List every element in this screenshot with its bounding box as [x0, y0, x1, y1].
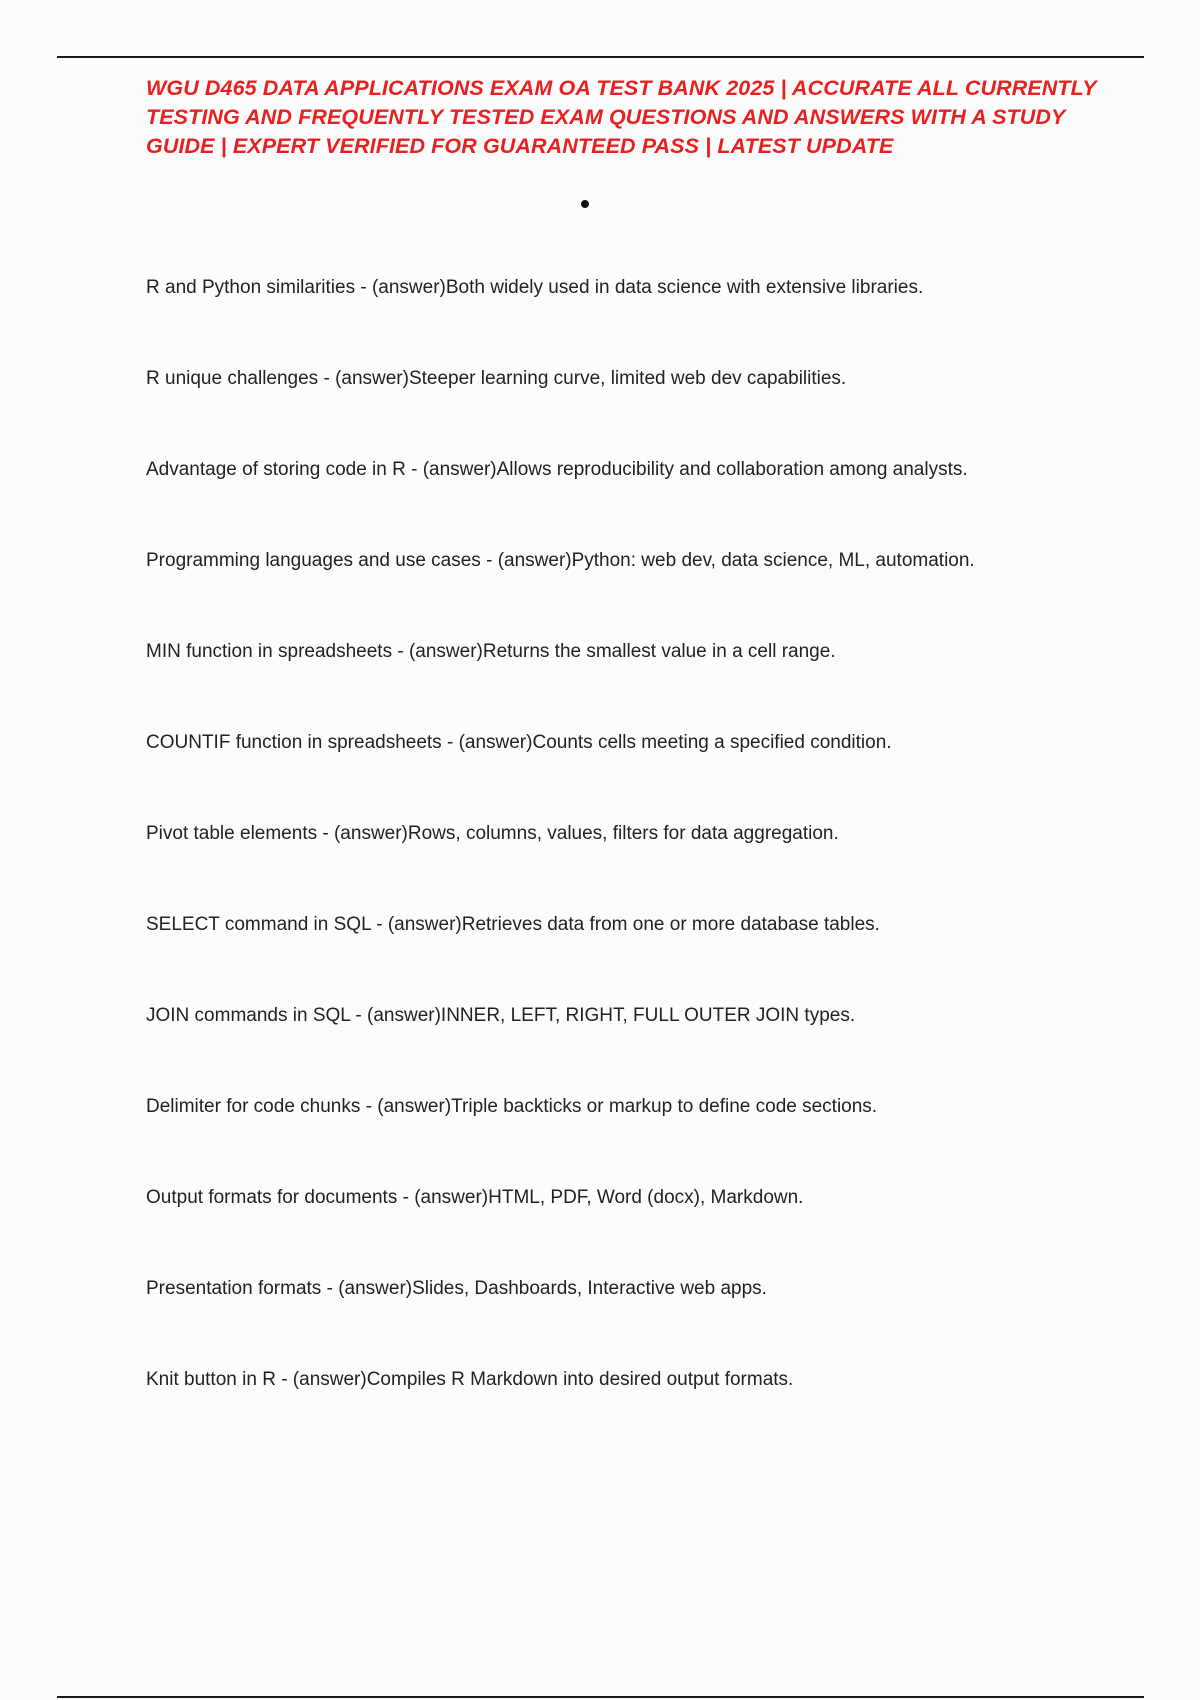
qa-list — [146, 274, 1126, 1457]
qa-item: Programming languages and use cases - (answer)Python: web dev, data science, ML, automation. — [146, 550, 975, 571]
document-title: WGU D465 DATA APPLICATIONS EXAM OA TEST BANK 2025 | ACCURATE ALL CURRENTLY TESTING AND FREQUENTLY TESTED EXAM QUESTIONS AND ANSWERS WITH A STUDY GUIDE | EXPERT VERIFIED FOR GUARANTEED PASS | LATEST UPDATE — [146, 76, 1097, 158]
qa-item: MIN function in spreadsheets - (answer)Returns the smallest value in a cell range. — [146, 641, 836, 662]
qa-item: COUNTIF function in spreadsheets - (answer)Counts cells meeting a specified condition. — [146, 732, 892, 753]
top-rule — [57, 56, 1144, 58]
bottom-rule — [57, 1696, 1144, 1698]
qa-item: Presentation formats - (answer)Slides, Dashboards, Interactive web apps. — [146, 1278, 767, 1299]
bullet-icon — [581, 200, 589, 208]
qa-item: JOIN commands in SQL - (answer)INNER, LEFT, RIGHT, FULL OUTER JOIN types. — [146, 1005, 856, 1026]
qa-item: R unique challenges - (answer)Steeper learning curve, limited web dev capabilities. — [146, 368, 847, 389]
qa-item: Advantage of storing code in R - (answer)Allows reproducibility and collaboration among analysts. — [146, 459, 968, 480]
qa-item: Knit button in R - (answer)Compiles R Markdown into desired output formats. — [146, 1369, 794, 1390]
qa-item: SELECT command in SQL - (answer)Retrieves data from one or more database tables. — [146, 914, 880, 935]
qa-item: Pivot table elements - (answer)Rows, columns, values, filters for data aggregation. — [146, 823, 839, 844]
qa-item: Output formats for documents - (answer)HTML, PDF, Word (docx), Markdown. — [146, 1187, 804, 1208]
qa-item: Delimiter for code chunks - (answer)Triple backticks or markup to define code sections. — [146, 1096, 878, 1117]
qa-item: R and Python similarities - (answer)Both widely used in data science with extensive libraries. — [146, 277, 924, 298]
